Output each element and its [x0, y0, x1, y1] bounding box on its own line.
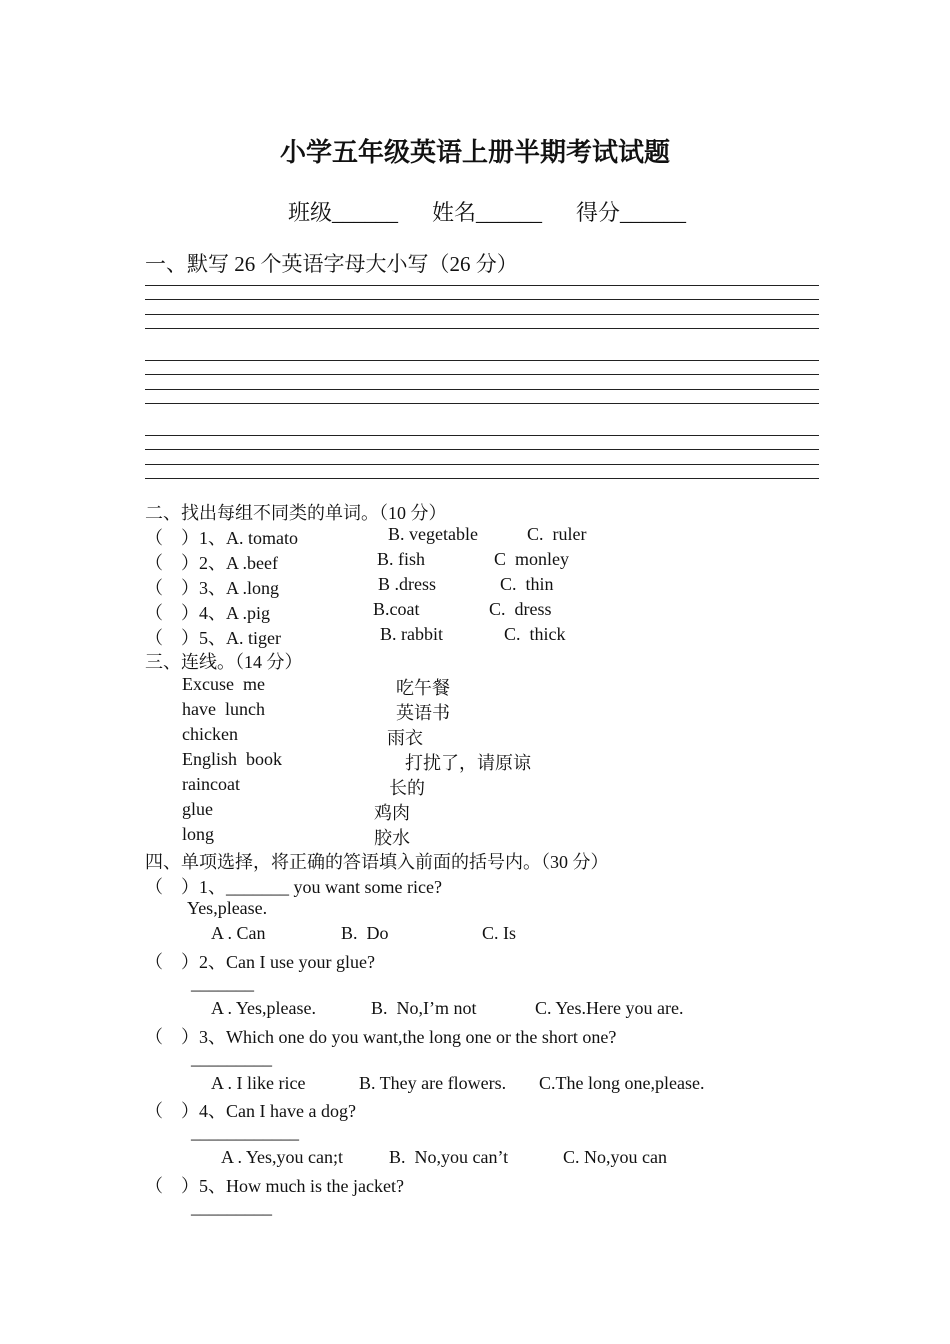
match-left-4: English book [182, 749, 283, 769]
match-left-5: raincoat [182, 774, 240, 794]
q2-blank: _______ [191, 973, 254, 993]
match-left-7: long [182, 824, 215, 844]
writing-line [145, 360, 819, 361]
q1-answer: Yes,please. [187, 898, 268, 918]
q4-option-b: B. No,you can’t [389, 1147, 509, 1167]
s2-item-2-c: C monley [494, 549, 569, 569]
s2-item-1-b: B. vegetable [388, 524, 478, 544]
q1-option-c: C. Is [482, 923, 517, 943]
s2-item-2-b: B. fish [377, 549, 426, 569]
s2-item-3-c: C. thin [500, 574, 554, 594]
match-left-3: chicken [182, 724, 238, 744]
writing-line [145, 435, 819, 436]
s2-item-4-b: B.coat [373, 599, 420, 619]
q2-option-c: C. Yes.Here you are. [535, 998, 684, 1018]
q3-option-a: A . I like rice [211, 1073, 306, 1093]
s2-item-5-c: C. thick [504, 624, 566, 644]
s2-item-3: （ ）3、A .long [145, 578, 280, 598]
match-left-6: glue [182, 799, 213, 819]
class-field: 班级______ [288, 200, 399, 225]
writing-line [145, 403, 819, 404]
q5-blank: _________ [191, 1197, 272, 1217]
section2-heading: 二、找出每组不同类的单词。（10 分） [145, 503, 447, 523]
q3-option-b: B. They are flowers. [359, 1073, 507, 1093]
match-right-7: 胶水 [374, 828, 410, 848]
q5-question: （ ）5、How much is the jacket? [145, 1176, 404, 1196]
q4-option-c: C. No,you can [563, 1147, 667, 1167]
writing-line [145, 464, 819, 465]
s2-item-3-b: B .dress [378, 574, 436, 594]
page-title: 小学五年级英语上册半期考试试题 [279, 138, 670, 167]
writing-line [145, 314, 819, 315]
q2-question: （ ）2、Can I use your glue? [145, 952, 375, 972]
match-right-4: 打扰了，请原谅 [405, 753, 531, 773]
q4-option-a: A . Yes,you can;t [221, 1147, 344, 1167]
writing-line [145, 374, 819, 375]
match-right-3: 雨衣 [387, 728, 423, 748]
match-left-1: Excuse me [182, 674, 265, 694]
s2-item-4: （ ）4、A .pig [145, 603, 271, 623]
s2-item-2: （ ）2、A .beef [145, 553, 278, 573]
q4-blank: ____________ [191, 1122, 299, 1142]
writing-line [145, 285, 819, 286]
match-right-2: 英语书 [396, 703, 450, 723]
writing-line [145, 328, 819, 329]
match-right-5: 长的 [389, 778, 425, 798]
writing-line [145, 299, 819, 300]
writing-line [145, 478, 819, 479]
s2-item-1-c: C. ruler [527, 524, 587, 544]
s2-item-5: （ ）5、A. tiger [145, 628, 281, 648]
q3-option-c: C.The long one,please. [539, 1073, 705, 1093]
q1-option-b: B. Do [341, 923, 389, 943]
match-left-2: have lunch [182, 699, 265, 719]
section4-heading: 四、单项选择，将正确的答语填入前面的括号内。（30 分） [145, 852, 609, 872]
q3-blank: _________ [191, 1048, 272, 1068]
q2-option-b: B. No,I’m not [371, 998, 477, 1018]
q4-question: （ ）4、Can I have a dog? [145, 1101, 356, 1121]
q1-question: （ ）1、_______ you want some rice? [145, 877, 442, 897]
match-right-6: 鸡肉 [374, 803, 410, 823]
writing-line [145, 449, 819, 450]
writing-line [145, 389, 819, 390]
s2-item-1: （ ）1、A. tomato [145, 528, 298, 548]
section1-heading: 一、默写 26 个英语字母大小写（26 分） [145, 252, 518, 276]
q2-option-a: A . Yes,please. [211, 998, 317, 1018]
match-right-1: 吃午餐 [396, 678, 450, 698]
s2-item-4-c: C. dress [489, 599, 552, 619]
name-field: 姓名______ [432, 200, 543, 225]
q1-option-a: A . Can [211, 923, 266, 943]
score-field: 得分______ [576, 200, 687, 225]
q3-question: （ ）3、Which one do you want,the long one or the short one? [145, 1027, 617, 1047]
s2-item-5-b: B. rabbit [380, 624, 443, 644]
section3-heading: 三、连线。（14 分） [145, 652, 303, 672]
